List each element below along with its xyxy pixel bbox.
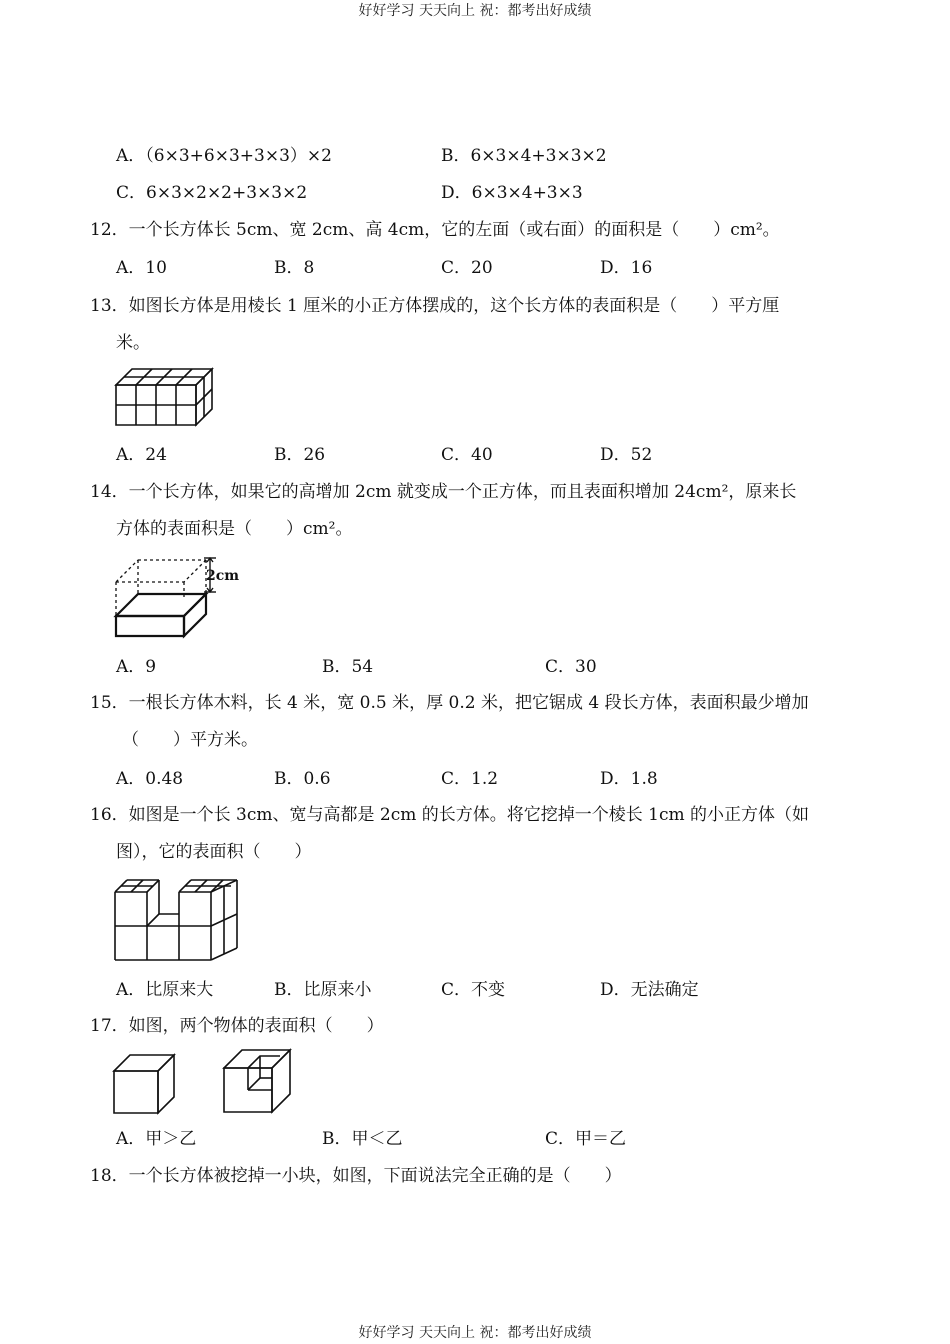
- q11-option-c[interactable]: C．6×3×2×2+3×3×2: [116, 183, 308, 203]
- q13-option-c[interactable]: C．40: [441, 445, 493, 465]
- q17-option-a[interactable]: A．甲＞乙: [116, 1129, 197, 1149]
- q17-question: 17．如图，两个物体的表面积（ ）: [90, 1016, 384, 1036]
- q13-cube-stack-figure: [114, 365, 216, 429]
- q15-option-c[interactable]: C．1.2: [441, 769, 499, 789]
- q13-option-a[interactable]: A．24: [116, 445, 167, 465]
- q14-option-c[interactable]: C．30: [545, 657, 597, 677]
- q12-option-b[interactable]: B．8: [274, 258, 315, 278]
- q13-option-d[interactable]: D．52: [600, 445, 653, 465]
- q16-question-line1: 16．如图是一个长 3cm、宽与高都是 2cm 的长方体。将它挖掉一个棱长 1cm 的小正方体（如: [90, 805, 810, 825]
- q13-option-b[interactable]: B．26: [274, 445, 326, 465]
- q14-dimension-label: 2cm: [206, 568, 240, 584]
- q14-question-line1: 14．一个长方体，如果它的高增加 2cm 就变成一个正方体，而且表面积增加 24cm²，原来长: [90, 482, 797, 502]
- q11-option-d[interactable]: D．6×3×4+3×3: [441, 183, 583, 203]
- q18-question: 18．一个长方体被挖掉一小块，如图，下面说法完全正确的是（ ）: [90, 1166, 622, 1186]
- q15-option-a[interactable]: A．0.48: [116, 769, 184, 789]
- q12-option-a[interactable]: A．10: [116, 258, 167, 278]
- q16-option-d[interactable]: D．无法确定: [600, 980, 699, 1000]
- q11-option-a[interactable]: A．（6×3+6×3+3×3）×2: [116, 146, 332, 166]
- q15-option-b[interactable]: B．0.6: [274, 769, 331, 789]
- q16-cuboid-cutout-figure: [113, 878, 241, 964]
- q16-option-a[interactable]: A．比原来大: [116, 980, 214, 1000]
- q17-option-b[interactable]: B．甲＜乙: [322, 1129, 403, 1149]
- q14-option-b[interactable]: B．54: [322, 657, 374, 677]
- page-header: 好好学习 天天向上 祝：都考出好成绩: [358, 3, 592, 19]
- q16-option-b[interactable]: B．比原来小: [274, 980, 372, 1000]
- q15-question-line2: （ ）平方米。: [122, 730, 258, 750]
- q13-question-line2: 米。: [116, 333, 150, 353]
- q15-question-line1: 15．一根长方体木料，长 4 米，宽 0.5 米，厚 0.2 米，把它锯成 4 段长方体，表面积最少增加: [90, 693, 809, 713]
- q13-question-line1: 13．如图长方体是用棱长 1 厘米的小正方体摆成的，这个长方体的表面积是（ ）平方厘: [90, 296, 780, 316]
- q14-cuboid-figure: [112, 552, 242, 642]
- q11-option-b[interactable]: B．6×3×4+3×3×2: [441, 146, 607, 166]
- q14-question-line2: 方体的表面积是（ ）cm²。: [116, 519, 353, 539]
- q16-question-line2: 图），它的表面积（ ）: [116, 842, 312, 862]
- q14-option-a[interactable]: A．9: [116, 657, 157, 677]
- q15-option-d[interactable]: D．1.8: [600, 769, 658, 789]
- q17-cube-yi-figure: [222, 1048, 294, 1114]
- q12-option-d[interactable]: D．16: [600, 258, 653, 278]
- q12-option-c[interactable]: C．20: [441, 258, 493, 278]
- q12-question: 12．一个长方体长 5cm、宽 2cm、高 4cm，它的左面（或右面）的面积是（ ）cm²。: [90, 220, 780, 240]
- q17-option-c[interactable]: C．甲＝乙: [545, 1129, 627, 1149]
- page-footer: 好好学习 天天向上 祝：都考出好成绩: [358, 1325, 592, 1341]
- q16-option-c[interactable]: C．不变: [441, 980, 506, 1000]
- q17-cube-jia-figure: [112, 1053, 178, 1115]
